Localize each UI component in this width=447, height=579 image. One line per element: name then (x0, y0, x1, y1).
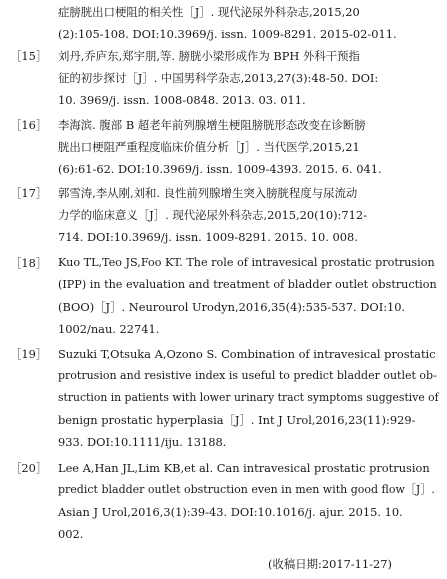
reference-line: Asian J Urol,2016,3(1):39-43. DOI:10.1016/j. ajur. 2015. 10. (58, 505, 403, 519)
reference-line: 李海滨. 腹部 B 超老年前列腺增生梗阻膀胱形态改变在诊断膀 (58, 118, 366, 132)
reference-line: 征的初步探讨［J］. 中国男科学杂志,2013,27(3):48-50. DOI: (58, 71, 379, 85)
reference-number: ［17］ (10, 186, 48, 200)
reference-line: (BOO)［J］. Neurourol Urodyn,2016,35(4):535-537. DOI:10. (58, 300, 406, 314)
reference-line: struction in patients with lower urinary tract symptoms suggestive of (58, 391, 439, 404)
reference-line: Lee A,Han JL,Lim KB,et al. Can intravesical prostatic protrusion (58, 461, 430, 475)
reference-line: (IPP) in the evaluation and treatment of bladder outlet obstruction (58, 278, 437, 291)
reference-line: 002. (58, 527, 84, 541)
reference-line: Kuo TL,Teo JS,Foo KT. The role of intravesical prostatic protrusion (58, 256, 435, 269)
reference-number: ［19］ (10, 347, 48, 361)
reference-number: ［16］ (10, 118, 48, 132)
reference-line: benign prostatic hyperplasia［J］. Int J Urol,2016,23(11):929- (58, 413, 416, 427)
reference-number: ［18］ (10, 256, 48, 270)
reference-line: 714. DOI:10.3969/j. issn. 1009-8291. 2015. 10. 008. (58, 230, 358, 244)
reference-line: 症膀胱出口梗阻的相关性［J］. 现代泌尿外科杂志,2015,20 (58, 5, 360, 19)
reference-line: 郭雪涛,李从刚,刘和. 良性前列腺增生突入膀胱程度与尿流动 (58, 186, 358, 200)
received-date: (收稿日期:2017-11-27) (268, 557, 392, 571)
reference-number: ［20］ (10, 461, 48, 475)
reference-line: 1002/nau. 22741. (58, 322, 160, 336)
reference-line: (6):61-62. DOI:10.3969/j. issn. 1009-4393. 2015. 6. 041. (58, 162, 382, 176)
reference-number: ［15］ (10, 49, 48, 63)
reference-line: 力学的临床意义［J］. 现代泌尿外科杂志,2015,20(10):712- (58, 208, 367, 222)
reference-line: predict bladder outlet obstruction even in men with good flow［J］. (58, 483, 435, 496)
reference-line: 933. DOI:10.1111/iju. 13188. (58, 435, 227, 449)
reference-line: 胱出口梗阻严重程度临床价值分析［J］. 当代医学,2015,21 (58, 140, 360, 154)
reference-line: (2):105-108. DOI:10.3969/j. issn. 1009-8291. 2015-02-011. (58, 27, 397, 41)
reference-line: Suzuki T,Otsuka A,Ozono S. Combination of intravesical prostatic (58, 347, 436, 361)
reference-line: 10. 3969/j. issn. 1008-0848. 2013. 03. 011. (58, 93, 306, 107)
reference-line: 刘丹,乔庐东,郑宇朋,等. 膀胱小梁形成作为 BPH 外科干预指 (58, 49, 360, 63)
reference-line: protrusion and resistive index is useful to predict bladder outlet ob- (58, 369, 437, 382)
